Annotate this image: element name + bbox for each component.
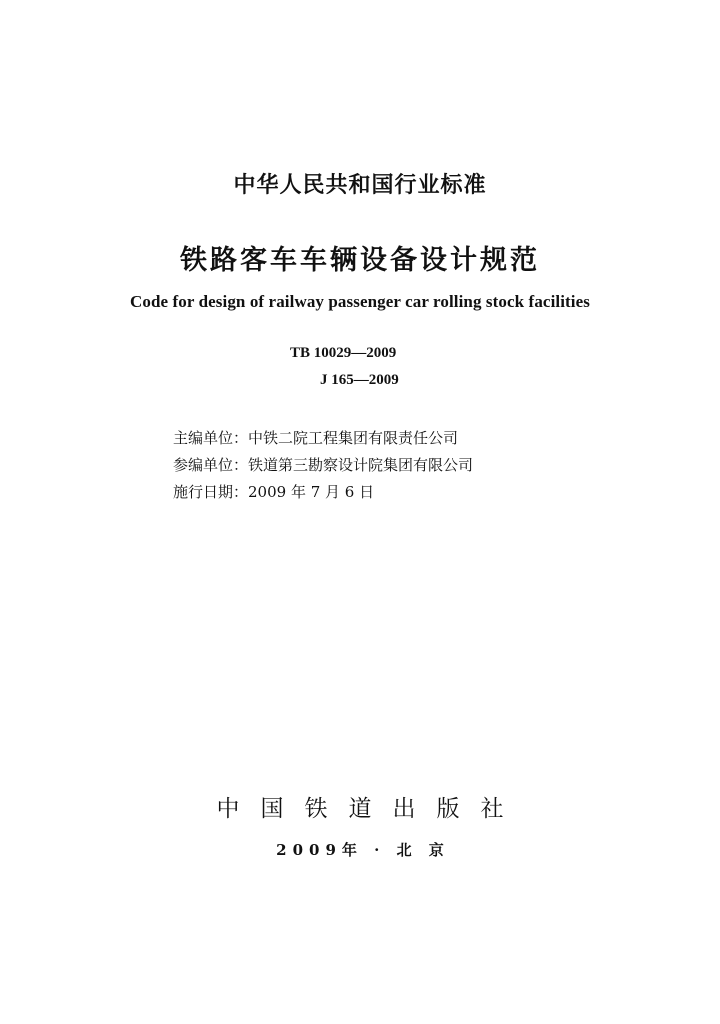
standard-category: 中华人民共和国行业标准 xyxy=(233,173,487,198)
co-editor-value: 铁道第三勘察设计院集团有限公司 xyxy=(248,456,474,474)
effective-date-label: 施行日期： xyxy=(173,483,249,501)
chief-editor-label: 主编单位： xyxy=(173,429,249,447)
publication-date-place: 2009年 · 北 京 xyxy=(276,841,450,859)
publisher-name: 中国铁道出版社 xyxy=(216,796,525,822)
effective-date-row xyxy=(173,478,473,505)
title-chinese: 铁路客车车辆设备设计规范 xyxy=(180,245,540,276)
standard-code-j: J 165—2009 xyxy=(320,372,399,388)
title-english: Code for design of railway passenger car rolling stock facilities xyxy=(130,292,590,311)
chief-editor-row xyxy=(173,424,473,451)
chief-editor-value: 中铁二院工程集团有限责任公司 xyxy=(248,429,459,447)
co-editor-label: 参编单位： xyxy=(173,456,249,474)
editorial-info xyxy=(173,424,473,505)
effective-date-value: 2009 年 7 月 6 日 xyxy=(248,483,375,501)
standard-code-tb: TB 10029—2009 xyxy=(290,345,397,361)
co-editor-row xyxy=(173,451,473,478)
